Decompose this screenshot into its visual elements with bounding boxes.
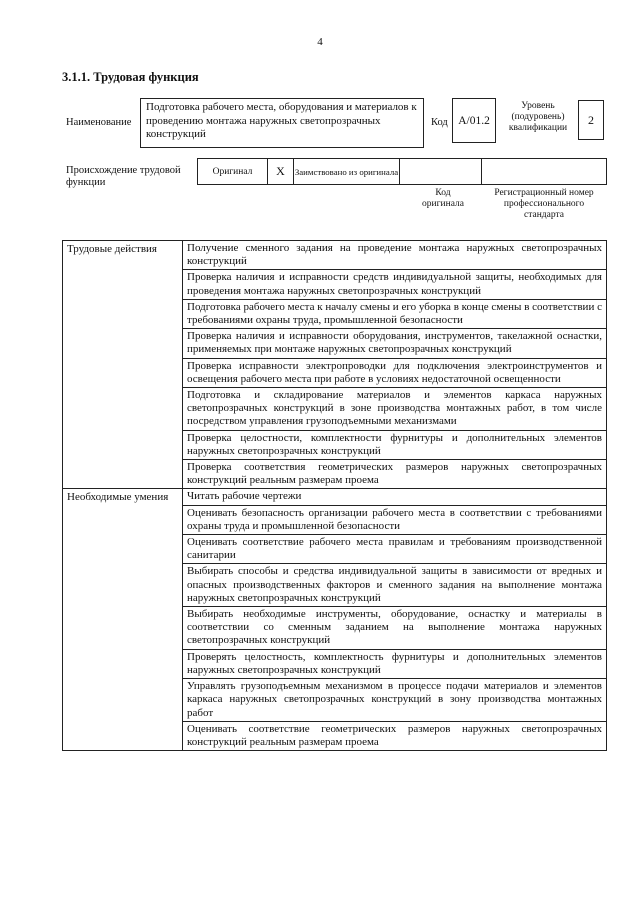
required-skill-item: Оценивать соответствие рабочего места правилам и требованиям производственной санитарии: [183, 535, 607, 564]
labor-action-row: [63, 241, 607, 270]
required-skill-item: Читать рабочие чертежи: [183, 489, 607, 505]
qualification-level-box: 2: [578, 100, 604, 140]
qualification-level-label: Уровень (подуровень) квалификации: [508, 101, 568, 133]
function-code-box: А/01.2: [452, 98, 496, 143]
code-label: Код: [431, 117, 448, 128]
original-code-cell: [400, 159, 482, 184]
borrowed-label: Заимствовано из оригинала: [294, 159, 400, 184]
section-title: 3.1.1. Трудовая функция: [62, 70, 199, 84]
labor-action-item: Проверка наличия и исправности оборудования, инструментов, такелажной оснастки, применяемых при монтаже наружных светопрозрачных конструкций: [183, 329, 607, 358]
required-skill-label: Необходимые умения: [63, 489, 183, 751]
labor-action-item: Проверка наличия и исправности средств индивидуальной защиты, необходимых для проведения монтажа наружных светопрозрачных конструкций: [183, 270, 607, 299]
page-number: 4: [317, 36, 323, 48]
name-label: Наименование: [66, 117, 132, 128]
labor-action-item: Подготовка и складирование материалов и элементов каркаса наружных светопрозрачных конструкций в зоне производства монтажных работ, в том числе посредством управления грузоподъемными механизмами: [183, 388, 607, 431]
original-mark: X: [268, 159, 294, 184]
function-table-body: [63, 241, 607, 751]
required-skill-row: [63, 489, 607, 505]
labor-action-item: Проверка соответствия геометрических размеров наружных светопрозрачных конструкций реальным размерам проема: [183, 460, 607, 489]
registration-number-cell: [482, 159, 606, 184]
function-table: [62, 240, 607, 751]
code-original-caption: Код оригинала: [422, 188, 464, 209]
required-skill-item: Выбирать необходимые инструменты, оборудование, оснастку и материалы в соответствии со сменным заданием на выполнение монтажа наружных светопрозрачных конструкций: [183, 607, 607, 650]
labor-action-item: Получение сменного задания на проведение монтажа наружных светопрозрачных конструкций: [183, 241, 607, 270]
required-skill-item: Оценивать соответствие геометрических размеров наружных светопрозрачных конструкций реальным размерам проема: [183, 721, 607, 750]
required-skill-item: Управлять грузоподъемным механизмом в процессе подачи материалов и элементов каркаса наружных светопрозрачных конструкций в зону производства монтажных работ: [183, 679, 607, 722]
required-skill-item: Выбирать способы и средства индивидуальной защиты в зависимости от вредных и опасных производственных факторов и сменного задания на выполнение монтажа наружных светопрозрачных конструкций: [183, 564, 607, 607]
labor-action-item: Проверка исправности электропроводки для подключения электроинструментов и освещения рабочего места при работе в условиях недостаточной освещенности: [183, 358, 607, 387]
function-name-box: Подготовка рабочего места, оборудования и материалов к проведению монтажа наружных светопрозрачных конструкций: [140, 98, 424, 148]
required-skill-item: Оценивать безопасность организации рабочего места в соответствии с требованиями охраны труда и промышленной безопасности: [183, 505, 607, 534]
labor-action-item: Подготовка рабочего места к началу смены и его уборка в конце смены в соответствии с требованиями охраны труда, промышленной безопасности: [183, 299, 607, 328]
origin-label: Происхождение трудовой функции: [66, 165, 181, 188]
origin-row: [197, 158, 607, 185]
registration-caption: Регистрационный номер профессионального стандарта: [494, 188, 594, 220]
labor-action-item: Проверка целостности, комплектности фурнитуры и дополнительных элементов наружных светопрозрачных конструкций: [183, 430, 607, 459]
original-label: Оригинал: [198, 159, 268, 184]
required-skill-item: Проверять целостность, комплектность фурнитуры и дополнительных элементов наружных светопрозрачных конструкций: [183, 649, 607, 678]
labor-action-label: Трудовые действия: [63, 241, 183, 489]
